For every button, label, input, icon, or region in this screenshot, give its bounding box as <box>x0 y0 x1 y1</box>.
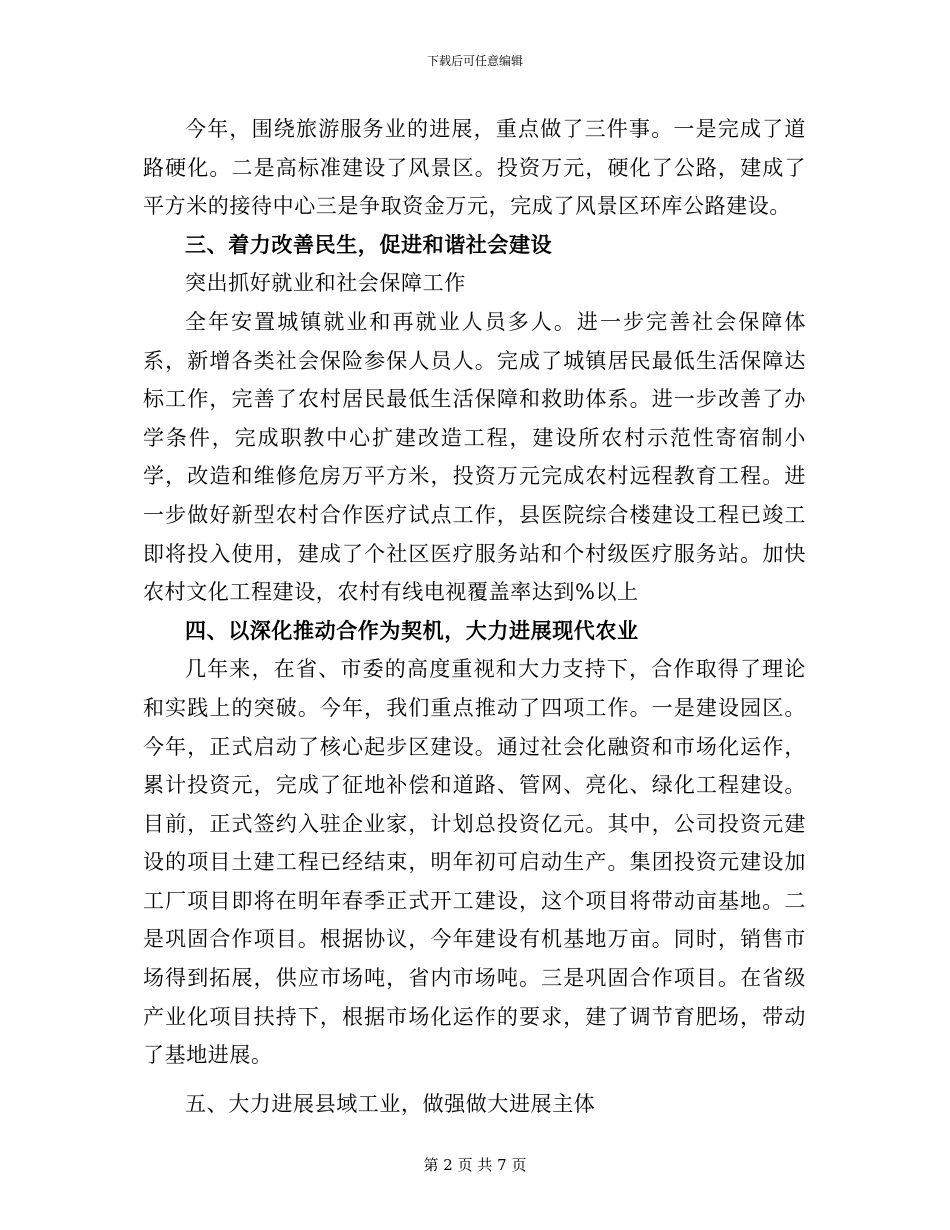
paragraph-social-security: 全年安置城镇就业和再就业人员多人。进一步完善社会保障体系，新增各类社会保险参保人员人。完成了城镇居民最低生活保障达标工作，完善了农村居民最低生活保障和救助体系。进一步改善了办学条件，完成职教中心扩建改造工程，建设所农村示范性寄宿制小学，改造和维修危房万平方米，投资万元完成农村远程教育工程。进一步做好新型农村合作医疗试点工作，县医院综合楼建设工程已竣工即将投入使用，建成了个社区医疗服务站和个村级医疗服务站。加快农村文化工程建设，农村有线电视覆盖率达到%以上 <box>143 309 806 605</box>
paragraph-cooperation: 几年来，在省、市委的高度重视和大力支持下，合作取得了理论和实践上的突破。今年，我们重点推动了四项工作。一是建设园区。今年，正式启动了核心起步区建设。通过社会化融资和市场化运作，累计投资元，完成了征地补偿和道路、管网、亮化、绿化工程建设。目前，正式签约入驻企业家，计划总投资亿元。其中，公司投资元建设的项目土建工程已经结束，明年初可启动生产。集团投资元建设加工厂项目即将在明年春季正式开工建设，这个项目将带动亩基地。二是巩固合作项目。根据协议，今年建设有机基地万亩。同时，销售市场得到拓展，供应市场吨，省内市场吨。三是巩固合作项目。在省级产业化项目扶持下，根据市场化运作的要求，建了调节育肥场，带动了基地进展。 <box>143 657 806 1068</box>
page-header: 下载后可任意编辑 <box>426 54 523 68</box>
section-heading-4: 四、以深化推动合作为契机，大力进展现代农业 <box>185 617 639 643</box>
section-heading-5: 五、大力进展县域工业，做强做大进展主体 <box>185 1091 596 1116</box>
section-heading-3: 三、着力改善民生，促进和谐社会建设 <box>185 231 553 257</box>
subheading-employment: 突出抓好就业和社会保障工作 <box>185 271 466 296</box>
paragraph-tourism: 今年，围绕旅游服务业的进展，重点做了三件事。一是完成了道路硬化。二是高标准建设了风景区。投资万元，硬化了公路，建成了平方米的接待中心三是争取资金万元，完成了风景区环库公路建设。 <box>143 117 806 219</box>
document-body <box>143 110 806 1123</box>
page-number: 第 2 页 共 7 页 <box>423 1156 527 1174</box>
